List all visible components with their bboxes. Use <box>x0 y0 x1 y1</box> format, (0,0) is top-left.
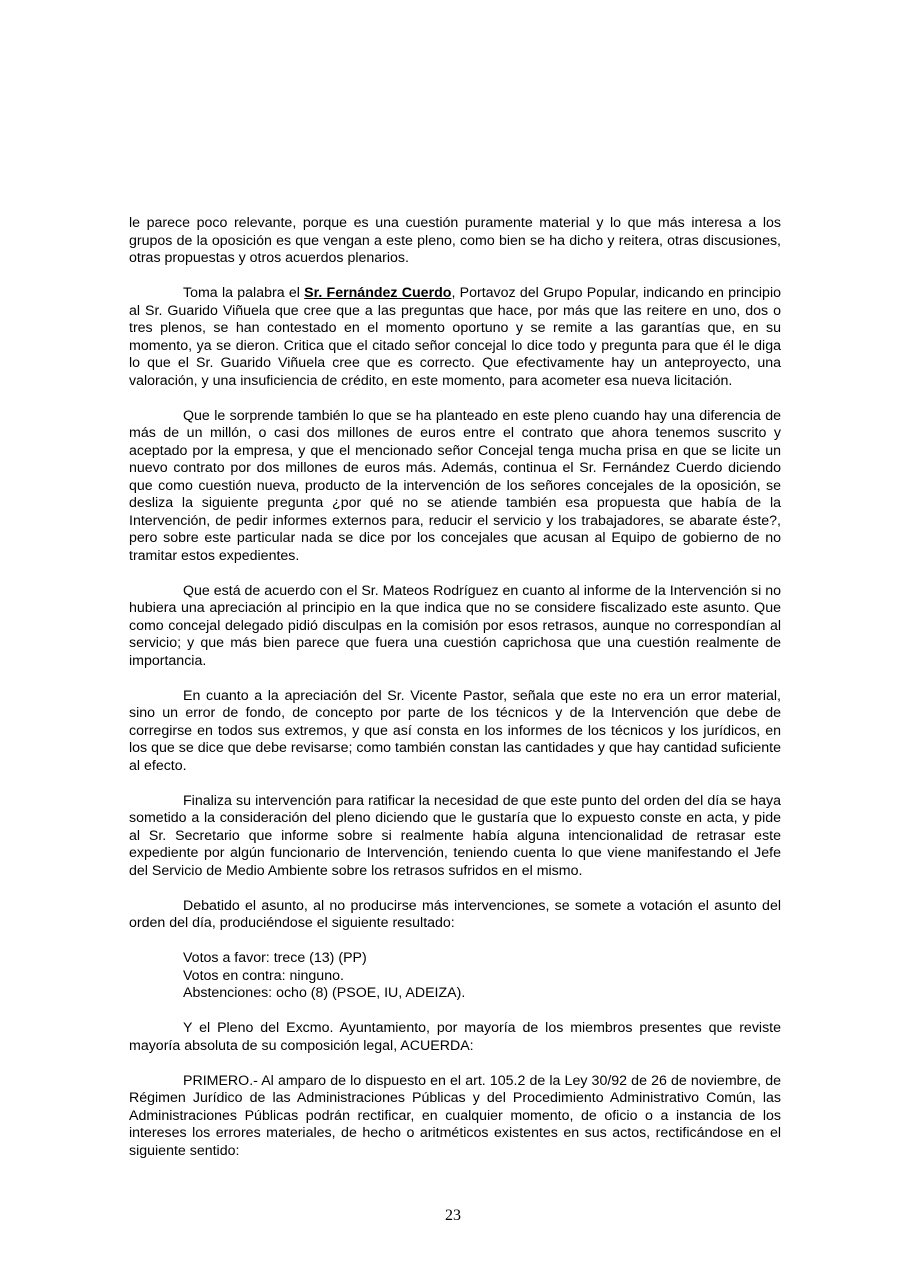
paragraph-rest: , Portavoz del Grupo Popular, indicando en principio al Sr. Guarido Viñuela que cree que a las preguntas que hace, por más que las reitere en uno, dos o tres plenos, se han contestado en el momento oportuno y se remite a las garantías que, en su momento, ya se dieron. Critica que el citado señor concejal lo dice todo y pregunta para que él le diga lo que el Sr. Guarido Viñuela cree que es correcto. Que efectivamente hay un anteproyecto, una valoración, y una insuficiencia de crédito, en este momento, para acometer esa nueva licitación. <box>129 285 781 389</box>
paragraph-finaliza: Finaliza su intervención para ratificar la necesidad de que este punto del orden del día se haya sometido a la consideración del pleno diciendo que le gustaría que lo expuesto conste en acta, y pide al Sr. Secretario que informe sobre si realmente había alguna intencionalidad de retrasar este expediente por algún funcionario de Intervención, teniendo cuenta lo que viene manifestando el Jefe del Servicio de Medio Ambiente sobre los retrasos sufridos en el mismo. <box>129 792 781 879</box>
paragraph-lead: Toma la palabra el <box>183 285 305 301</box>
paragraph-mateos: Que está de acuerdo con el Sr. Mateos Rodríguez en cuanto al informe de la Intervención si no hubiera una apreciación al principio en la que indica que no se considere fiscalizado este asunto. Que como concejal delegado pidió disculpas en la comisión por esos retrasos, aunque no correspondían al servicio; y que más bien parece que fuera una cuestión caprichosa que una cuestión realmente de importancia. <box>129 582 781 669</box>
abstentions: Abstenciones: ocho (8) (PSOE, IU, ADEIZA). <box>183 985 466 1001</box>
paragraph-continuation: le parece poco relevante, porque es una cuestión puramente material y lo que más interesa a los grupos de la oposición es que vengan a este pleno, como bien se ha dicho y reitera, otras discusiones, otras propuestas y otros acuerdos plenarios. <box>129 215 781 266</box>
paragraph-acuerda: Y el Pleno del Excmo. Ayuntamiento, por mayoría de los miembros presentes que reviste mayoría absoluta de su composición legal, ACUERDA: <box>129 1020 781 1054</box>
vote-results <box>183 950 781 1003</box>
paragraph-fernandez-cuerdo <box>129 285 781 390</box>
paragraph-sorprende: Que le sorprende también lo que se ha planteado en este pleno cuando hay una diferencia de más de un millón, o casi dos millones de euros entre el contrato que ahora tenemos suscrito y aceptado por la empresa, y que el mencionado señor Concejal tenga mucha prisa en que se licite un nuevo contrato por dos millones de euros más. Además, continua el Sr. Fernández Cuerdo diciendo que como cuestión nueva, producto de la intervención de los señores concejales de la oposición, se desliza la siguiente pregunta ¿por qué no se atiende también esa propuesta que había de la Intervención, de pedir informes externos para, reducir el servicio y los trabajadores, se abarate éste?, pero sobre este particular nada se dice por los concejales que acusan al Equipo de gobierno de no tramitar estos expedientes. <box>129 407 781 564</box>
votes-in-favor: Votos a favor: trece (13) (PP) <box>183 950 367 966</box>
page-number: 23 <box>445 1207 461 1224</box>
speaker-name: Sr. Fernández Cuerdo <box>304 285 452 301</box>
paragraph-votacion: Debatido el asunto, al no producirse más intervenciones, se somete a votación el asunto del orden del día, produciéndose el siguiente resultado: <box>129 897 781 931</box>
document-body <box>129 215 781 1178</box>
votes-against: Votos en contra: ninguno. <box>183 967 344 984</box>
paragraph-primero: PRIMERO.- Al amparo de lo dispuesto en el art. 105.2 de la Ley 30/92 de 26 de noviembre, de Régimen Jurídico de las Administraciones Públicas y del Procedimiento Administrativo Común, las Administraciones Públicas podrán rectificar, en cualquier momento, de oficio o a instancia de los intereses los errores materiales, de hecho o aritméticos existentes en sus actos, rectificándose en el siguiente sentido: <box>129 1072 781 1159</box>
paragraph-vicente-pastor: En cuanto a la apreciación del Sr. Vicente Pastor, señala que este no era un error material, sino un error de fondo, de concepto por parte de los técnicos y de la Intervención que debe de corregirse en todos sus extremos, y que así consta en los informes de los técnicos y los jurídicos, en los que se dice que debe revisarse; como también constan las cantidades y que hay cantidad suficiente al efecto. <box>129 687 781 774</box>
